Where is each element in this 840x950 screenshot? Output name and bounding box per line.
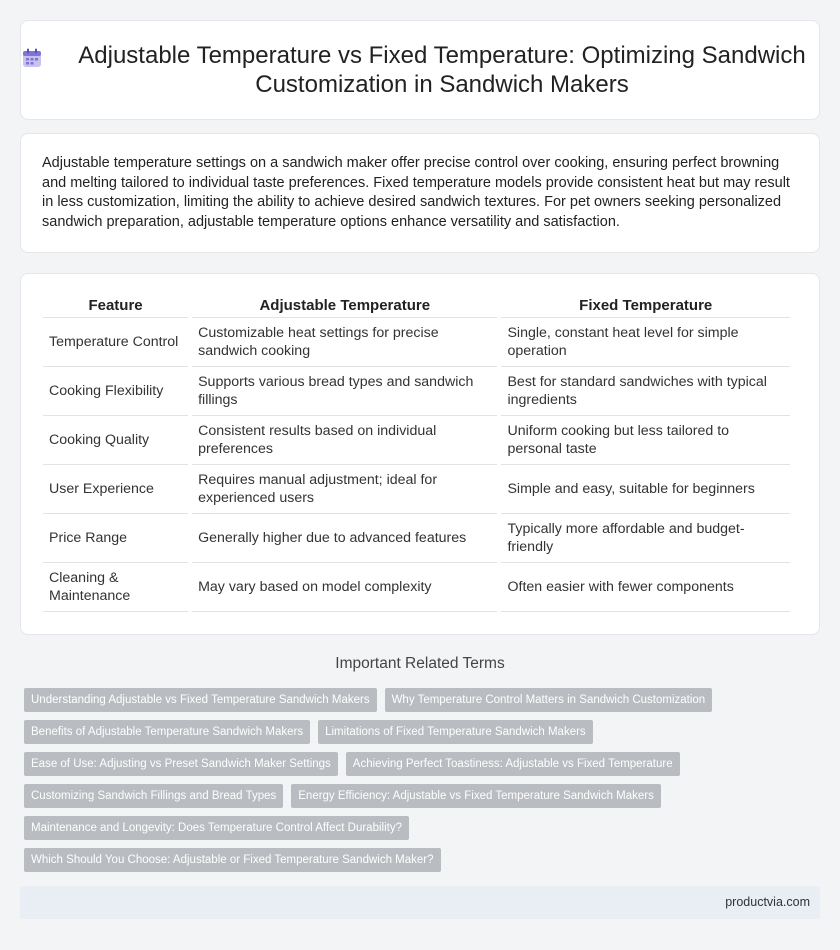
tag-row	[24, 720, 824, 744]
related-term-tag[interactable]: Benefits of Adjustable Temperature Sandwich Makers	[24, 720, 310, 744]
intro-card	[20, 133, 820, 253]
table-row	[43, 514, 790, 563]
header-adjustable: Adjustable Temperature	[192, 290, 497, 318]
header-feature: Feature	[43, 290, 188, 318]
tag-row	[24, 688, 824, 712]
footer	[20, 886, 820, 919]
related-term-tag[interactable]: Why Temperature Control Matters in Sandwich Customization	[385, 688, 713, 712]
adjustable-cell: Requires manual adjustment; ideal for experienced users	[192, 465, 497, 514]
calendar-icon	[21, 47, 43, 69]
adjustable-cell: Supports various bread types and sandwich fillings	[192, 367, 497, 416]
related-terms-title: Important Related Terms	[335, 655, 505, 672]
fixed-cell: Often easier with fewer components	[501, 563, 790, 612]
tag-row	[24, 752, 824, 776]
comparison-table-card	[20, 273, 820, 635]
feature-cell: Temperature Control	[43, 318, 188, 367]
tag-row	[24, 816, 824, 840]
fixed-cell: Simple and easy, suitable for beginners	[501, 465, 790, 514]
title-card	[20, 20, 820, 120]
related-term-tag[interactable]: Ease of Use: Adjusting vs Preset Sandwich Maker Settings	[24, 752, 338, 776]
related-terms-list	[24, 688, 824, 880]
fixed-cell: Best for standard sandwiches with typical ingredients	[501, 367, 790, 416]
related-term-tag[interactable]: Maintenance and Longevity: Does Temperature Control Affect Durability?	[24, 816, 409, 840]
related-term-tag[interactable]: Understanding Adjustable vs Fixed Temperature Sandwich Makers	[24, 688, 377, 712]
table-row	[43, 318, 790, 367]
title-wrap	[21, 41, 819, 99]
adjustable-cell: Consistent results based on individual preferences	[192, 416, 497, 465]
feature-cell: User Experience	[43, 465, 188, 514]
feature-cell: Cooking Quality	[43, 416, 188, 465]
adjustable-cell: Customizable heat settings for precise sandwich cooking	[192, 318, 497, 367]
related-term-tag[interactable]: Customizing Sandwich Fillings and Bread Types	[24, 784, 283, 808]
footer-site-link[interactable]: productvia.com	[725, 895, 810, 909]
related-term-tag[interactable]: Limitations of Fixed Temperature Sandwich Makers	[318, 720, 593, 744]
tag-row	[24, 848, 824, 872]
fixed-cell: Uniform cooking but less tailored to personal taste	[501, 416, 790, 465]
page-title: Adjustable Temperature vs Fixed Temperature: Optimizing Sandwich Customization in Sandwich Makers	[78, 42, 806, 98]
feature-cell: Cooking Flexibility	[43, 367, 188, 416]
table-row	[43, 563, 790, 612]
fixed-cell: Typically more affordable and budget-friendly	[501, 514, 790, 563]
comparison-table	[39, 290, 794, 612]
table-row	[43, 367, 790, 416]
adjustable-cell: Generally higher due to advanced features	[192, 514, 497, 563]
header-fixed: Fixed Temperature	[501, 290, 790, 318]
table-row	[43, 465, 790, 514]
fixed-cell: Single, constant heat level for simple operation	[501, 318, 790, 367]
related-term-tag[interactable]: Which Should You Choose: Adjustable or Fixed Temperature Sandwich Maker?	[24, 848, 441, 872]
related-term-tag[interactable]: Energy Efficiency: Adjustable vs Fixed Temperature Sandwich Makers	[291, 784, 661, 808]
feature-cell: Price Range	[43, 514, 188, 563]
related-term-tag[interactable]: Achieving Perfect Toastiness: Adjustable vs Fixed Temperature	[346, 752, 680, 776]
adjustable-cell: May vary based on model complexity	[192, 563, 497, 612]
table-header-row	[43, 290, 790, 318]
table-row	[43, 416, 790, 465]
tag-row	[24, 784, 824, 808]
feature-cell: Cleaning & Maintenance	[43, 563, 188, 612]
intro-paragraph: Adjustable temperature settings on a sandwich maker offer precise control over cooking, ensuring perfect browning and melting tailored to individual taste preferences. Fixed temperature models provide consistent heat but may result in less customization, limiting the ability to achieve desired sandwich textures. For pet owners seeking personalized sandwich preparation, adjustable temperature options enhance versatility and satisfaction.	[42, 155, 790, 230]
